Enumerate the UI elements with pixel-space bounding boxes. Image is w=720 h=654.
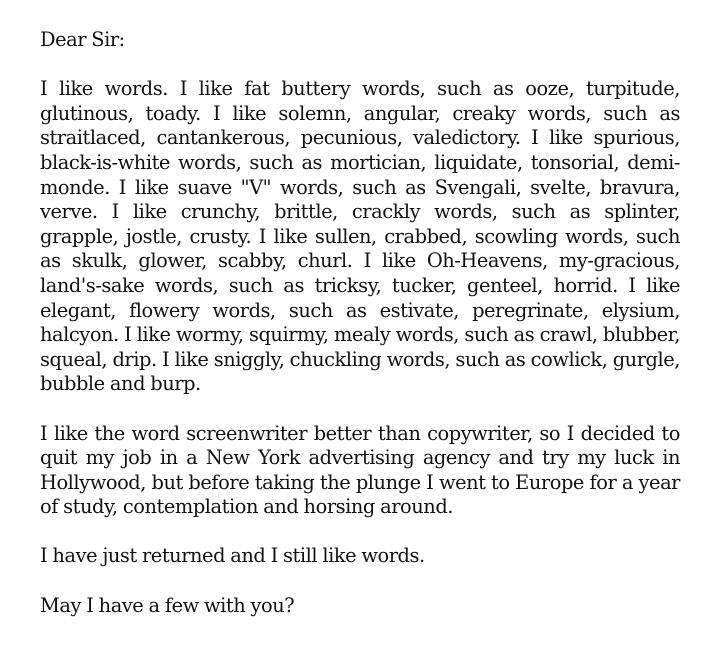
paragraph-closing: May I have a few with you? [40,593,295,617]
paragraph-returned: I have just returned and I still like words. [40,544,425,568]
letter-body [40,28,680,618]
salutation: Dear Sir: [40,28,125,51]
paragraph-screenwriter: I like the word screenwriter better than copywriter, so I decided to quit my job in a New York advertising agency and try my luck in Hollywood, but before taking the plunge I went to Europe for a year of study, contemplation and horsing around. [40,421,680,519]
paragraph-words: I like words. I like fat buttery words, such as ooze, turpitude, glutinous, toady. I like solemn, angular, creaky words, such as straitlaced, cantankerous, pecunious, valedictory. I like spurious, black-is-white words, such as mortician, liquidate, tonsorial, demi-monde. I like suave "V" words, such as Svengali, svelte, bravura, verve. I like crunchy, brittle, crackly words, such as splinter, grapple, jostle, crusty. I like sullen, crabbed, scowling words, such as skulk, glower, scabby, churl. I like Oh-Heavens, my-gracious, land's-sake words, such as tricksy, tucker, genteel, horrid. I like elegant, flowery words, such as estivate, peregrinate, elysium, halcyon. I like wormy, squirmy, mealy words, such as crawl, blubber, squeal, drip. I like sniggly, chuckling words, such as cowlick, gurgle, bubble and burp. [40,77,680,396]
